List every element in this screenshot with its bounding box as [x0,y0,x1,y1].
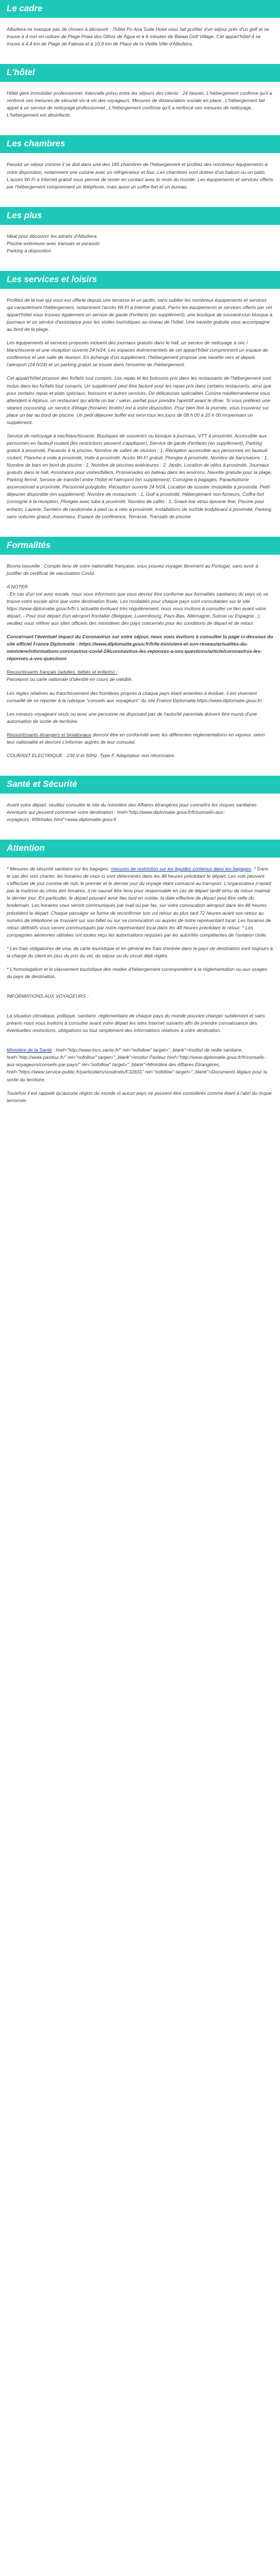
coronavirus-notice: Concernant l'éventuel impact du Coronavirus sur votre séjour, nous vous invitons à consulter la page ci-dessous du site officiel France Diplomatie : https://www.diplomatie.gouv.fr/fr/le-ministere-et-son-reseau/actualites-du-ministere/informations-coronavirus-covid-19/coronavirus-les-reponses-a-vos-questions/article/coronavirus-les-reponses-a-vos-questions [7,634,273,662]
section-plus [0,207,280,255]
section-attention [0,840,280,1104]
section-title-attention: Attention [0,840,280,858]
attention-p1 [7,865,273,939]
ressortissants-francais [7,669,273,683]
res-fr-text: Passeport ou carte nationale d'identité en cours de validité. [7,676,133,683]
attention-p1-post: . * Dans le cas des vols charter, les horaires de ceux-ci sont déterminés dans les 48 heures précédant le départ. Les vols peuvent s'effectuer de jour comme de nuit, le premier et le dernier jour du voyage étant consacré au transport. L'organisateur n'ayant pas la maîtrise du choix des horaires, il ne saurait être tenu pour responsable en cas de départ tardif et/ou de retour matinal le dernier jour. En particulier, le départ pouvant avoir lieu tard en soirée, la date effective de départ peut être celle du lendemain. Les horaires vous seront communiqués par mail ou par fax, sur votre convocation aéroport dans les 48 heures précédent le départ. Chaque passager se forme de reconfirmer son vol retour au plus tard 72 heures avant son retour au numéro de téléphone se trouvant sur son billet ou sur sa convocation ou auprès de notre représentant local. Les horaires de retour définitifs vous seront communiqués par notre représentant local dans les 48 heures précédant le retour. * Les compagnies aériennes utilisées ont toutes reçu les autorisations requises par les autorités compétentes de l'aviation civile. [7,866,272,938]
attention-p2: * Les frais obligatoires de visa, de carte touristique et en général les frais d'entrée dans le pays de destination sont toujours à la charge du client en plus du prix du vol, du séjour ou du circuit déjà réglés. [7,945,273,958]
liquides-restriction-link[interactable]: mesures de restriction sur les liquides contenus dans les bagages [110,866,251,872]
anoter-label: A NOTER [7,583,28,589]
formalites-anoter [7,583,273,627]
ministere-sante-link[interactable]: Ministère de la Santé [7,1047,52,1053]
regles-frontieres: Les règles relatives au franchissement des frontières propres à chaque pays étant amenées à évoluer, il est vivement conseillé de se reporter à la rubrique "conseils aux voyageurs" du site France Diplomatie,https://www.diplomatie.gouv.fr/. [7,690,263,703]
section-services [0,271,280,520]
attention-p5: La situation climatique, politique, sanitaire, réglementaire de chaque pays du monde pouvant changer subitement et sans préavis nous vous invitons à consulter avant votre départ les sites Internet suivants afin de prendre connaissance des éventuelles restrictions, obligations ou tout simplement des informations relatives à votre destination. [7,1013,265,1034]
res-fr-label: Ressortissants français (adultes, bébés et enfants) : [7,669,118,675]
attention-p6-rest: : href="http://www.invs.sante.fr/" rel="nofollow" target="_blank">Institut de veille sanitaire, href="http://www.pasteur.fr/" rel="nofollow" target="_blank">Institut Pasteur href="http://www.diplomatie.gouv.fr/fr/conseils-aux-voyageurs/conseils-par-pays/" rel="nofollow" target="_blank">Ministère des Affaires Étrangères, href="https://www.service-public.fr/particuliers/vosdroits/F32831" rel="nofollow" target="_blank">Documents légaux pour la sortie du territoire. [7,1047,267,1082]
section-title-chambres: Les chambres [0,135,280,153]
section-chambres [0,135,280,190]
ressortissants-etrangers [7,731,273,746]
plus-item: Idéal pour découvrir les attraits d'Albufeira [7,233,97,239]
section-title-sante: Santé et Sécurité [0,776,280,794]
section-title-cadre: Le cadre [0,0,280,18]
section-title-formalites: Formalités [0,537,280,555]
attention-p6 [7,1047,273,1083]
services-p3: Cet appart'hôtel propose des forfaits tout compris. Les repas et les boissons pris dans les restaurants de l'hébergement sont inclus dans les forfaits tout compris. Un supplément peut être facturé pour les repas pris dans certains restaurants, ainsi que pour certains repas et plats spéciaux, boissons et autres services. De délicieuses spécialités Cuisine méditerranéenne vous attendent à Alpinus, un restaurant qui abrite un bar / salon, parfait pour prendre l'apéritif avant le dîner. Si vous préférez une séance cocooning, un service d'étage (horaires limités) est à votre disposition. Pour bien finir la journée, vous trouverez sur place un bar au bord de piscine. Un petit déjeuner buffet est servi tous les jours de 08 h 00 à 10 h 00 moyennant un supplément. [7,375,272,425]
section-formalites [0,537,280,759]
section-title-plus: Les plus [0,207,280,225]
sante-text: Avant votre départ, veuillez consulter le site du ministère des Affaires étrangères pour connaître les risques sanitaires éventuels qui peuvent concerner votre destination : href="http://www.diplomatie.gouv.fr/fr/conseils-aux-voyageurs_909/index.html">www.diplomatie.gouv.fr [7,801,257,823]
plus-list [7,233,273,255]
attention-p7: Toutefois il est rappelé qu'aucune région du monde ni aucun pays ne peuvent être considérés comme étant à l'abri du risque terroriste. [7,1090,272,1103]
res-et-text: devront être en conformité avec les différentes réglementations en vigueur, selon leur nationalité et devront s'informer auprès de leur consulat. [7,731,265,745]
hotel-text: Hôtel géré immobilier professionnel. Intervalle prévu entre les séjours des clients : 24 heures. L'hébergement confirme qu'il a renforcé ses mesures de sécurité vis-à-vis des voyageurs. Mesures de distanciation sociale en place.. L'hébergement fait appel à un service de nettoyage professionnel.. L'hébergement confirme qu'il a renforcé ses mesures de nettoyage.. L'hébergement est désinfecté. [7,90,272,118]
section-sante [0,776,280,823]
section-title-hotel: L'hôtel [0,64,280,82]
anoter-text: - En cas d'un vol avec escale, nous vous informons que vous devrez être conforme aux formalités sanitaires du pays où se trouve votre escale ainsi que votre destination finale. Les modalités pour chaque pays sont consultables sur le site https://www.diplomatie.gouv.fr/fr/ L'actualité évoluant très régulièrement, nous vous invitons à consulter ce lien avant votre départ. - Pour tout départ d'un aéroport frontalier (Belgique, Luxembourg, Pays-Bas, Allemagne, Suisse ou Espagne...), veuillez vous référer aux sites officiels des ministères des pays concernés pour les conditions de départ et de retour. [7,591,268,626]
section-title-services: Les services et loisirs [0,271,280,289]
courant-electrique: COURANT ELECTRIQUE : 230 V et 50Hz. Type F. Adaptateur non nécessaire. [7,752,175,758]
attention-p3: * L'homologation et le classement touristique des modes d'hébergement correspondent à la réglementation ou aux usages du pays de destination. [7,966,268,979]
section-hotel [0,64,280,119]
attention-p4: INFORMATIONS AUX VOYAGEURS : [7,993,89,999]
res-et-label: Ressortissants étrangers et binationaux [7,731,91,738]
services-p2: Les équipements et services proposés incluent des journaux gratuits dans le hall, un service de nettoyage à sec / blanchisserie et une réception ouverte 24 h/24. Les espaces événementiels de cet appart'hôtel comprennent un espace de conférence et une salle de réunion. En échange d'un supplément, l'hébergement propose une navette vers et depuis l'aéroport (24 h/24) et un parking gratuit se trouve dans l'enceinte de l'hébergement. [7,340,268,368]
services-p1: Profitez de la vue qui vous est offerte depuis une terrasse et un jardin, sans oublier les nombreux équipements et services qui caractérisent l'hébergement, notamment l'accès Wi-Fi à Internet gratuit. Parmi les équipements et services offerts par cet appart'hôtel vous trouvez également un service de garde d'enfants (en supplément), une boutique de souvenirs/un kiosque à journaux et un service d'assistance pour les visites touristiques au niveau de l'hôtel. Une navette gratuite vous accompagne au bord de la plage. [7,297,273,333]
mineurs-text: Les mineurs voyageant seuls ou avec une personne ne disposant pas de l'autorité parentale doivent être munis d'une autorisation de sortie de territoire. [7,711,257,724]
formalites-intro: Bonne nouvelle : Compte tenu de votre nationalité française, vous pouvez voyager librement au Portugal, sans avoir à justifier de certificat de vaccination Covid. [7,563,259,576]
chambres-text: Passez un séjour comme il se doit dans une des 185 chambres de l'hébergement et profitez des nombreux équipements à votre disposition, notamment une cuisine avec un réfrigérateur et four. Les chambres sont dotées d'un balcon ou un patio. L'accès Wi-Fi à Internet gratuit vous permet de rester en contact avec le reste du monde. Les équipements et services offerts par l'hébergement comprennent un téléphone, mais aussi un coffre-fort et un bureau. [7,162,273,190]
services-p4: Service de nettoyage à sec/blanchisserie, Boutiques de souvenirs ou kiosque à journaux, VTT à proximité, Accessible aux personnes en fauteuil roulant (les restrictions peuvent s'appliquer), Service de garde d'enfants (en supplément), Parking gratuit à proximité, Parasols à la piscine, Nombre de salles de réunion : 1, Réception accessible aux personnes en fauteuil roulant, Planche à voile à proximité, Voile à proximité, Accès Wi-Fi gratuit, Plongée à proximité, Nombre de bars/salons : 1, Nombre de bars en bord de piscine : 1, Nombre de piscines extérieures : 2, Jardin, Location de vélos à proximité, Journaux gratuits dans le hall, Assistance pour visites/billets, Promenades en bateau dans les environs, Navette gratuite pour la plage, Parking fermé, Service de transfert entre l'hôtel et l'aéroport (en supplément), Consigne à bagages, Parachutisme ascensionnel à proximité, Personnel polyglotte, Réception ouverte 24 h/24, Location de scooter /motolette à proximité, Petit-déjeuner disponible (en supplément), Nombre de restaurants : 1, Golf à proximité, Hébergement non-fumeurs, Coffre-fort (consigne à la réception, Plongée avec tuba à proximité, Nombre de cafés : 1, Snack-bar et/ou épicerie fine, Piscine pour enfants, Laverie, Sentiers de randonnée à pied ou à vélo à proximité, Installations de surf/de bodyboard à proximité, Parking sans voiturier gratuit, Ascenseur, Espace de conférence, Terrasse, Transats de piscine [7,432,272,519]
attention-p1-pre: * Mesures de sécurité sanitaire sur les bagages: [7,866,111,872]
plus-item: Piscine extérieure avec transats et parasols [7,240,100,246]
section-cadre [0,0,280,48]
cadre-text: Albufeira ne manque pas de choses à découvrir ; l'hôtel Po Ana Suite Hotel vous fait profiter d'un séjour près d'un golf et se trouve à 4 min en voiture de Plage Praia dos Olhos de Água et à 6 minutes de Balaia Golf Village. Cet appart'hôtel 4 se trouve à 4,4 km de Plage de Falesia et à 10,9 km de Place de la Vieille Ville d'Albufeira. [7,26,269,47]
plus-item: Parking à disposition [7,247,52,254]
